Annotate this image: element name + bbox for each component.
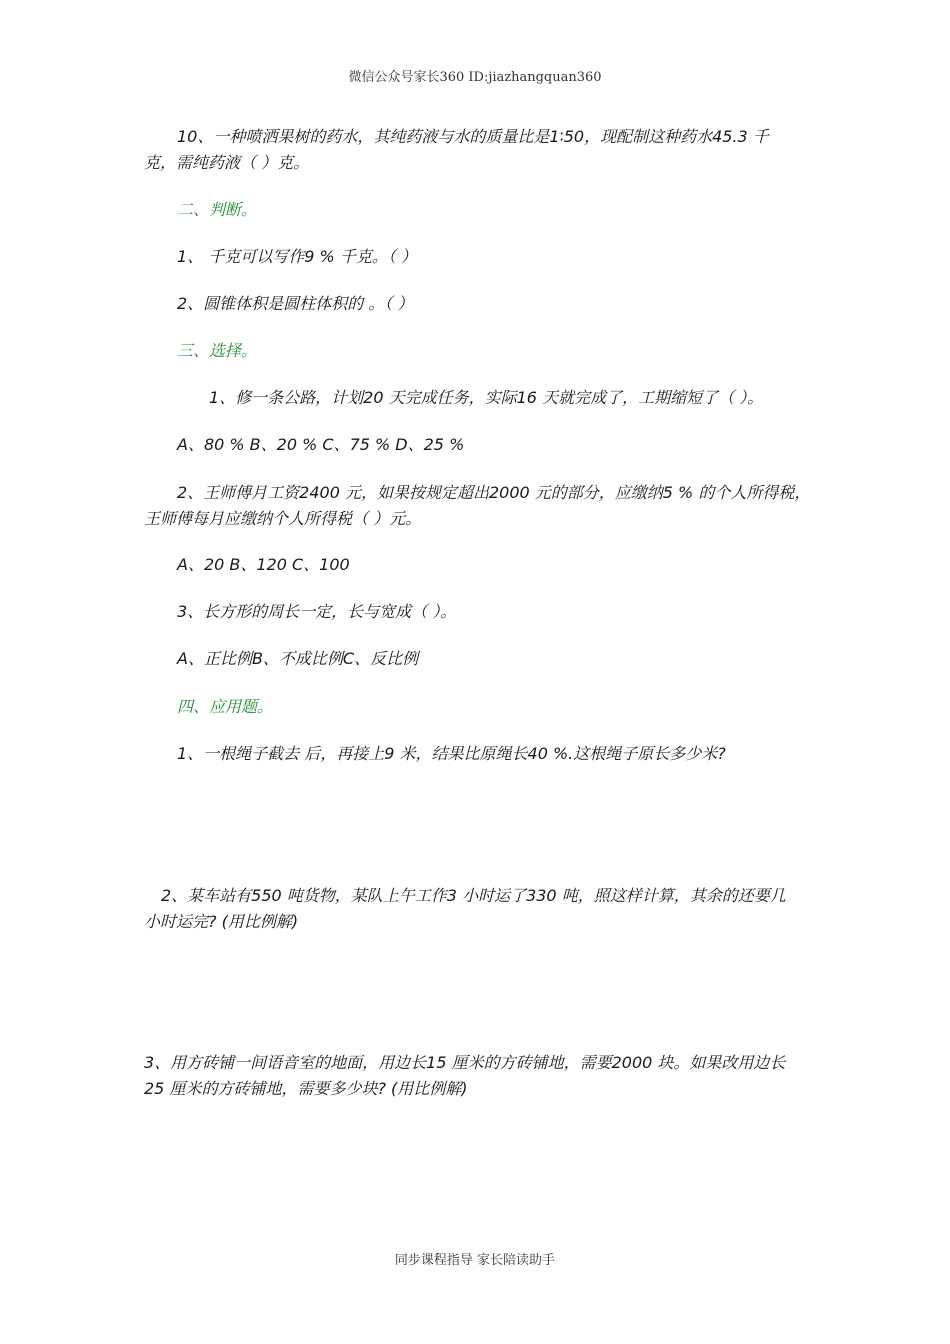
section-choose-heading: 三、选择。 (177, 341, 258, 360)
choose-question-2-options: A、20 B、120 C、100 (177, 555, 350, 574)
page-footer: 同步课程指导 家长陪读助手 (394, 1253, 556, 1268)
choose-question-1-options: A、80 % B、20 % C、75 % D、25 % (177, 435, 465, 454)
page-header: 微信公众号家长360 ID:jiazhangquan360 (348, 70, 602, 85)
judge-question-1: 1、 千克可以写作9 % 千克。（ ） (177, 247, 417, 266)
choose-question-3-options: A、正比例B、不成比例C、反比例 (177, 649, 419, 668)
apply-question-1: 1、一根绳子截去 后，再接上9 米，结果比原绳长40 %.这根绳子原长多少米? (177, 744, 726, 763)
q10-line2: 克，需纯药液（ ）克。 (144, 153, 310, 172)
q10-line1: 10、一种喷洒果树的药水，其纯药液与水的质量比是1∶50，现配制这种药水45.3 千 (177, 127, 769, 146)
choose-question-1: 1、修一条公路，计划20 天完成任务，实际16 天就完成了，工期缩短了（ ）。 (209, 388, 764, 407)
choose-question-2-line2: 王师傅每月应缴纳个人所得税（ ）元。 (144, 509, 422, 528)
section-apply-heading: 四、应用题。 (177, 697, 274, 716)
apply-question-3-line2: 25 厘米的方砖铺地，需要多少块? (用比例解) (144, 1079, 468, 1098)
judge-question-2: 2、圆锥体积是圆柱体积的 。（ ） (177, 294, 414, 313)
section-judge-heading: 二、判断。 (177, 200, 258, 219)
choose-question-2-line1: 2、王师傅月工资2400 元，如果按规定超出2000 元的部分，应缴纳5 % 的个人所得税， (177, 483, 811, 502)
apply-question-2-line1: 2、某车站有550 吨货物，某队上午工作3 小时运了330 吨，照这样计算，其余的还要几 (161, 886, 786, 905)
apply-question-2-line2: 小时运完? (用比例解) (144, 912, 299, 931)
apply-question-3-line1: 3、用方砖铺一间语音室的地面，用边长15 厘米的方砖铺地，需要2000 块。如果改用边长 (144, 1053, 786, 1072)
choose-question-3: 3、长方形的周长一定，长与宽成（ ）。 (177, 602, 457, 621)
